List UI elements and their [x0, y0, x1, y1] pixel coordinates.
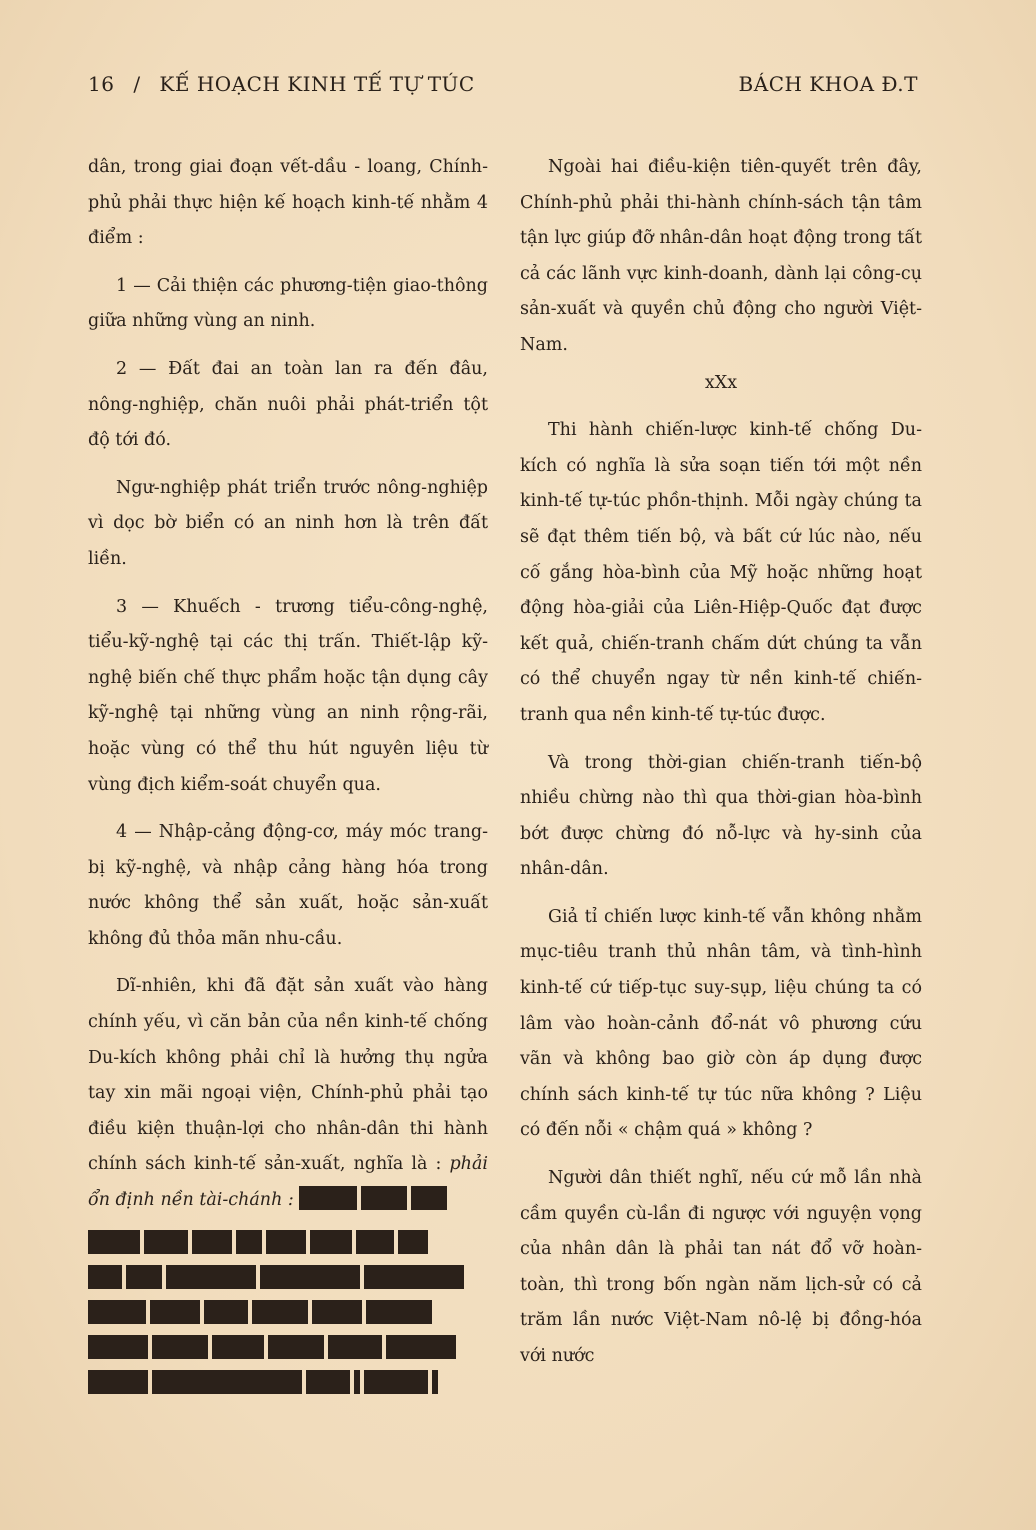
censored-block — [361, 1186, 407, 1210]
censored-block — [152, 1335, 208, 1359]
censored-block — [166, 1265, 256, 1289]
paragraph: 3 — Khuếch - trương tiểu-công-nghệ, tiểu-kỹ-nghệ tại các thị trấn. Thiết-lập kỹ-nghệ biến chế thực phẩm hoặc tận dụng cây kỹ-nghệ tại những vùng an ninh rộng-rãi, hoặc vùng có thể thu hút nguyên liệu từ vùng địch kiểm-soát chuyển qua. — [88, 596, 488, 795]
censored-block — [212, 1335, 264, 1359]
censored-block — [306, 1370, 350, 1394]
paragraph: 4 — Nhập-cảng động-cơ, máy móc trang-bị kỹ-nghệ, và nhập cảng hàng hóa trong nước không thể sản xuất, hoặc sản-xuất không đủ thỏa mãn nhu-cầu. — [88, 822, 488, 949]
paragraph: 2 — Đất đai an toàn lan ra đến đâu, nông-nghiệp, chăn nuôi phải phát-triển tột độ tới đó. — [88, 358, 488, 451]
censored-block — [88, 1230, 140, 1254]
censored-section — [88, 1227, 488, 1402]
censored-block — [88, 1335, 148, 1359]
page-number: 16 — [88, 72, 115, 96]
italic-phrase: phải ổn định nền tài-chánh : — [88, 1154, 488, 1211]
censored-block — [152, 1370, 302, 1394]
censored-block — [398, 1230, 428, 1254]
paragraph: dân, trong giai đoạn vết-dầu - loang, Chính-phủ phải thực hiện kế hoạch kinh-tế nhằm 4 điểm : — [88, 157, 488, 249]
censored-block — [432, 1370, 438, 1394]
censored-block — [312, 1300, 362, 1324]
censored-block — [366, 1300, 432, 1324]
censored-block — [310, 1230, 352, 1254]
header-separator: / — [133, 72, 141, 96]
paragraph: 1 — Cải thiện các phương-tiện giao-thông giữa những vùng an ninh. — [88, 275, 488, 332]
censored-block — [88, 1265, 122, 1289]
censored-block — [328, 1335, 382, 1359]
censored-block — [204, 1300, 248, 1324]
section-separator: xXx — [704, 372, 738, 393]
paragraph — [88, 969, 488, 1218]
paragraph: Giả tỉ chiến lược kinh-tế vẫn không nhằm mục-tiêu tranh thủ nhân tâm, và tình-hình kinh-tế cứ tiếp-tục suy-sụp, liệu chúng ta có lâm vào hoàn-cảnh đổ-nát vô phương cứu vãn và không bao giờ còn áp dụng được chính sách kinh-tế tự túc nữa không ? Liệu có đến nỗi « chậm quá » không ? — [520, 906, 922, 1141]
censored-block — [252, 1300, 308, 1324]
censored-block — [236, 1230, 262, 1254]
running-header — [88, 72, 918, 104]
censored-block — [150, 1300, 200, 1324]
censored-block — [411, 1186, 447, 1210]
running-title: KẾ HOẠCH KINH TẾ TỰ TÚC — [159, 72, 475, 96]
censored-block — [260, 1265, 360, 1289]
paragraph: Người dân thiết nghĩ, nếu cứ mỗ lần nhà cầm quyền cù-lần đi ngược với nguyện vọng của nhân dân là phải tan nát đổ vỡ hoàn-toàn, thì trong bốn ngàn năm lịch-sử có cả trăm lần nước Việt-Nam nô-lệ bị đồng-hóa với nước — [520, 1168, 922, 1366]
censored-block — [386, 1335, 456, 1359]
censored-block — [88, 1300, 146, 1324]
right-column — [520, 150, 922, 1387]
censored-block — [299, 1186, 357, 1210]
censored-block — [356, 1230, 394, 1254]
paragraph: Và trong thời-gian chiến-tranh tiến-bộ nhiều chừng nào thì qua thời-gian hòa-bình bớt được chừng đó nỗ-lực và hy-sinh của nhân-dân. — [520, 752, 922, 880]
censored-block — [364, 1370, 428, 1394]
censored-block — [364, 1265, 464, 1289]
paragraph: Ngoài hai điều-kiện tiên-quyết trên đây, Chính-phủ phải thi-hành chính-sách tận tâm tận lực giúp đỡ nhân-dân hoạt động trong tất cả các lãnh vực kinh-doanh, dành lại công-cụ sản-xuất và quyền chủ động cho người Việt-Nam. — [520, 157, 922, 355]
censored-block — [192, 1230, 232, 1254]
censored-block — [88, 1370, 148, 1394]
paragraph: Thi hành chiến-lược kinh-tế chống Du-kích có nghĩa là sửa soạn tiến tới một nền kinh-tế tự-túc phồn-thịnh. Mỗi ngày chúng ta sẽ đạt thêm tiến bộ, và bất cứ lúc nào, nếu cố gắng hòa-bình của Mỹ hoặc những hoạt động hòa-giải của Liên-Hiệp-Quốc đạt được kết quả, chiến-tranh chấm dứt chúng ta vẫn có thể chuyển ngay từ nền kinh-tế chiến-tranh qua nền kinh-tế tự-túc được. — [520, 420, 922, 725]
censored-block — [268, 1335, 324, 1359]
censored-block — [354, 1370, 360, 1394]
paragraph-text: Dĩ-nhiên, khi đã đặt sản xuất vào hàng chính yếu, vì căn bản của nền kinh-tế chống Du-kích không phải chỉ là hưởng thụ ngửa tay xin mãi ngoại viện, Chính-phủ phải tạo điều kiện thuận-lợi cho nhân-dân thi hành chính sách kinh-tế sản-xuất, nghĩa là : — [88, 976, 488, 1175]
censored-block — [126, 1265, 162, 1289]
censored-block — [266, 1230, 306, 1254]
censored-block — [144, 1230, 188, 1254]
publication-name: BÁCH KHOA Đ.T — [738, 72, 918, 96]
left-column — [88, 150, 488, 1402]
paragraph: Ngư-nghiệp phát triển trước nông-nghiệp vì dọc bờ biển có an ninh hơn là trên đất liền. — [88, 477, 488, 569]
